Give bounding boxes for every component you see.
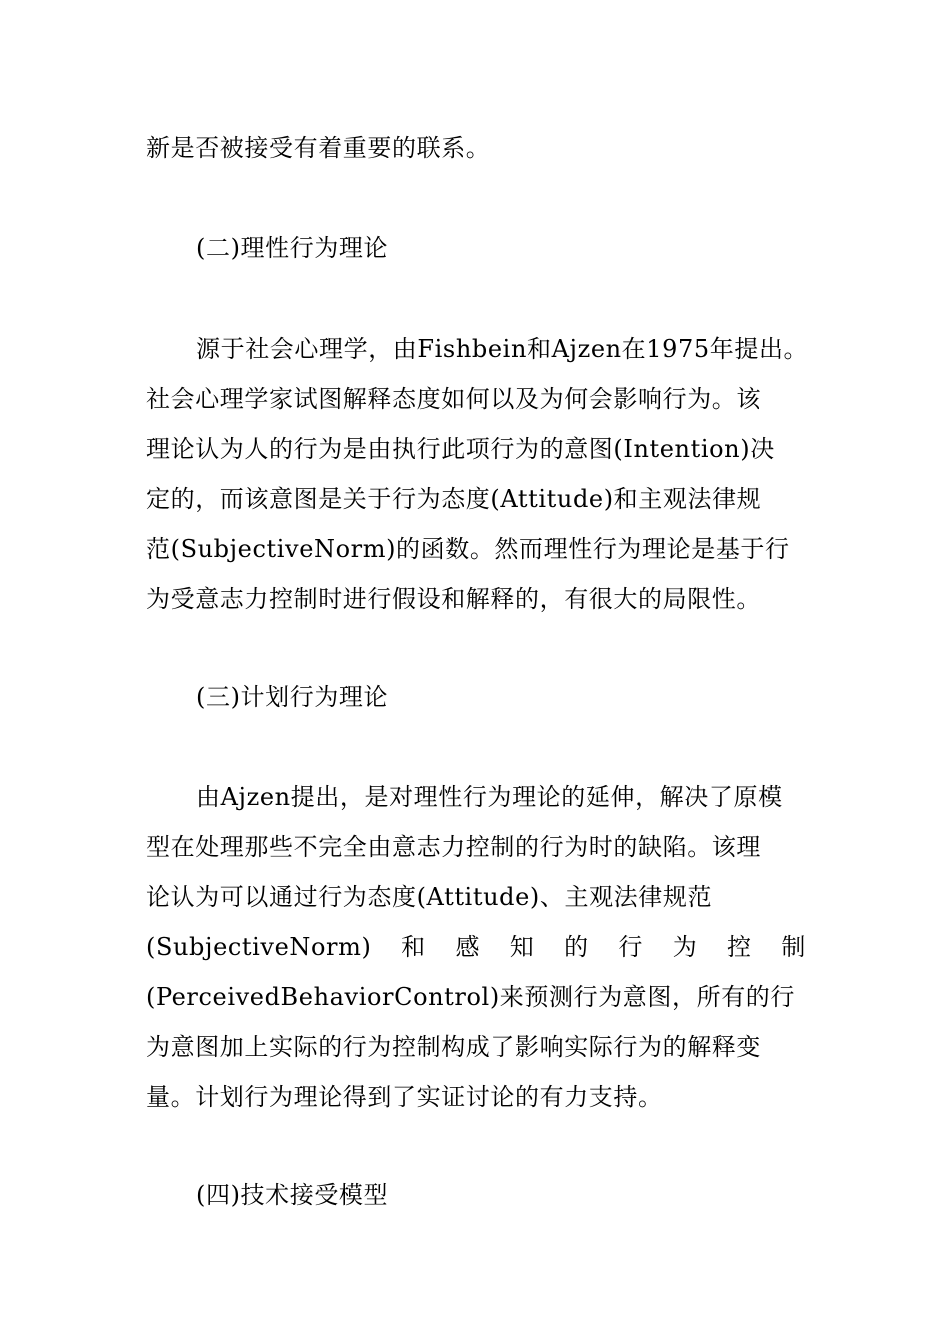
paragraph-line: 源于社会心理学，由Fishbein和Ajzen在1975年提出。 <box>196 335 809 363</box>
paragraph-line: 定的，而该意图是关于行为态度(Attitude)和主观法律规 <box>146 485 762 513</box>
paragraph-line: (PerceivedBehaviorControl)来预测行为意图，所有的行 <box>146 983 795 1011</box>
paragraph-line: 型在处理那些不完全由意志力控制的行为时的缺陷。该理 <box>146 833 761 861</box>
paragraph-line: 为受意志力控制时进行假设和解释的，有很大的局限性。 <box>146 585 761 613</box>
paragraph-line: 理论认为人的行为是由执行此项行为的意图(Intention)决 <box>146 435 775 463</box>
paragraph-line: 由Ajzen提出，是对理性行为理论的延伸，解决了原模 <box>196 783 783 811</box>
paragraph-line: 量。计划行为理论得到了实证讨论的有力支持。 <box>146 1083 663 1111</box>
paragraph-line-justified <box>146 929 806 965</box>
section-heading: (三)计划行为理论 <box>196 683 389 711</box>
paragraph-line: 社会心理学家试图解释态度如何以及为何会影响行为。该 <box>146 385 761 413</box>
justified-word: 控 <box>727 933 752 961</box>
paragraph-line: 论认为可以通过行为态度(Attitude)、主观法律规范 <box>146 883 713 911</box>
paragraph-line: 范(SubjectiveNorm)的函数。然而理性行为理论是基于行 <box>146 535 790 563</box>
justified-word: 的 <box>564 933 589 961</box>
section-heading: (二)理性行为理论 <box>196 234 389 262</box>
paragraph-line: 为意图加上实际的行为控制构成了影响实际行为的解释变 <box>146 1033 761 1061</box>
justified-word: 制 <box>781 933 806 961</box>
justified-word: (SubjectiveNorm) <box>146 933 372 961</box>
justified-word: 和 <box>401 933 426 961</box>
justified-word: 知 <box>509 933 535 961</box>
justified-word: 为 <box>672 933 698 961</box>
section-heading: (四)技术接受模型 <box>196 1181 389 1209</box>
justified-word: 行 <box>618 933 643 961</box>
justified-word: 感 <box>455 933 481 961</box>
paragraph-line: 新是否被接受有着重要的联系。 <box>146 134 491 162</box>
